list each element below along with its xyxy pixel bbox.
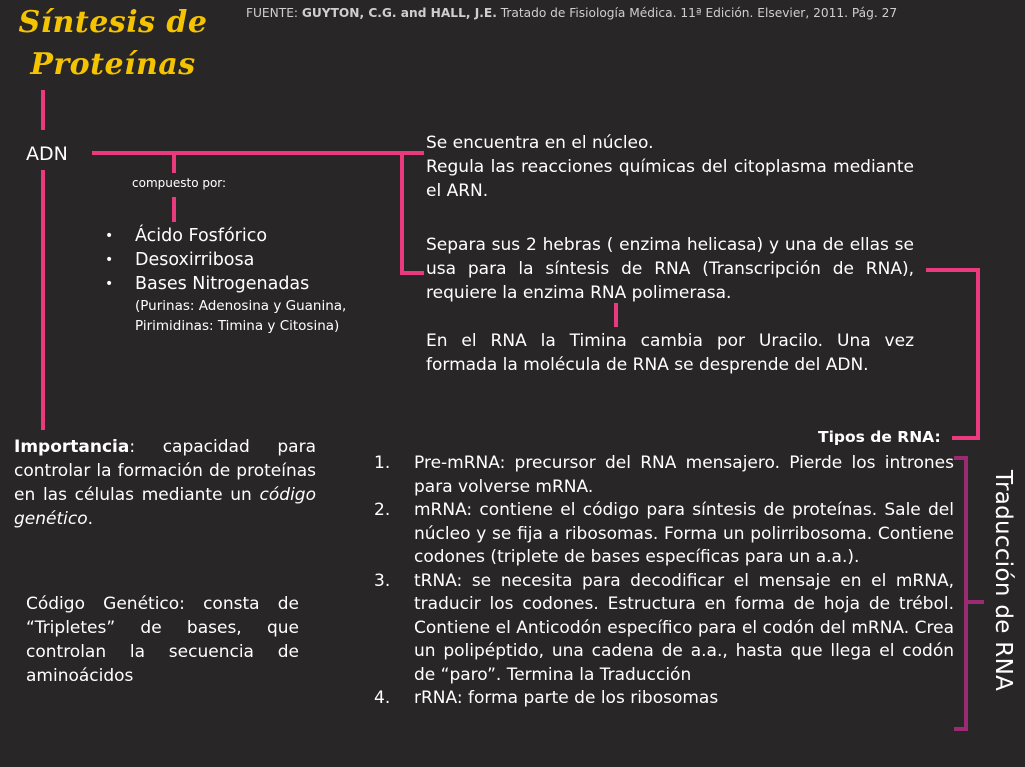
adn-fact-2: Regula las reacciones químicas del citoplasma mediante el ARN.: [426, 157, 914, 201]
source-citation: [246, 6, 1021, 20]
components-list: [105, 224, 405, 336]
rna-types-list: [374, 452, 954, 711]
translation-bracket-vertical: [964, 456, 968, 730]
title-connector: [41, 90, 45, 130]
importance-label: Importancia: [14, 437, 130, 457]
adn-location-text: [426, 131, 914, 203]
rna-right-horizontal: [926, 268, 980, 272]
adn-label: ADN: [26, 143, 68, 165]
rna-right-vertical: [976, 268, 980, 440]
source-authors: GUYTON, C.G. and HALL, J.E.: [301, 6, 497, 20]
transcription-text: Separa sus 2 hebras ( enzima helicasa) y una de ellas se usa para la síntesis de RNA (Transcripción de RNA), requiere la enzima RNA polimerasa.: [426, 235, 914, 303]
source-prefix: FUENTE:: [246, 6, 302, 20]
bracket-top: [400, 151, 424, 155]
uracil-connector: [614, 303, 618, 327]
components-note: (Purinas: Adenosina y Guanina, Pirimidinas: Timina y Citosina): [135, 298, 347, 334]
list-item: 4. rRNA: forma parte de los ribosomas: [374, 688, 719, 708]
list-item: • Desoxirribosa: [105, 248, 405, 272]
composed-vertical: [172, 151, 176, 173]
components-vertical: [172, 197, 176, 222]
list-item: 3. tRNA: se necesita para decodificar el mensaje en el mRNA, traducir los codones. Estructura en forma de hoja de trébol. Contiene el Anticodón específico para el codón del mRNA. Crea un polipéptido, una cadena de a.a., hasta que llega el codón de “paro”. Termina la Traducción: [374, 570, 954, 685]
importance-text: Importancia: capacidad para controlar la formación de proteínas en las células mediante un código genético.: [14, 437, 316, 529]
importance-italic: código genético: [14, 485, 316, 529]
adn-down-line: [41, 170, 45, 430]
source-rest: Tratado de Fisiología Médica. 11ª Edición. Elsevier, 2011. Pág. 27: [496, 6, 898, 20]
translation-bracket-bottom: [954, 727, 968, 731]
genetic-code-text: Código Genético: consta de “Tripletes” de bases, que controlan la secuencia de aminoácidos: [26, 594, 299, 686]
translation-bracket-tick: [964, 600, 984, 604]
list-item: • Bases Nitrogenadas (Purinas: Adenosina y Guanina, Pirimidinas: Timina y Citosina): [105, 272, 405, 336]
translation-bracket-top: [954, 456, 968, 460]
rna-right-bottom: [952, 436, 980, 440]
composed-label: compuesto por:: [132, 176, 227, 190]
uracil-text: En el RNA la Timina cambia por Uracilo. Una vez formada la molécula de RNA se desprende del ADN.: [426, 331, 914, 375]
page-title: Síntesis de Proteínas: [18, 5, 208, 82]
list-item: 2. mRNA: contiene el código para síntesis de proteínas. Sale del núcleo y se fija a ribosomas. Forma un polirribosoma. Contiene codones (triplete de bases específicas para un a.a.).: [374, 500, 954, 567]
rna-types-label: Tipos de RNA:: [818, 428, 941, 446]
list-item: • Ácido Fosfórico: [105, 224, 405, 248]
list-item: 1. Pre-mRNA: precursor del RNA mensajero. Pierde los intrones para volverse mRNA.: [374, 453, 954, 497]
translation-label: Traducción de RNA: [990, 470, 1016, 692]
adn-fact-1: Se encuentra en el núcleo.: [426, 133, 654, 153]
adn-right-line: [92, 151, 402, 155]
